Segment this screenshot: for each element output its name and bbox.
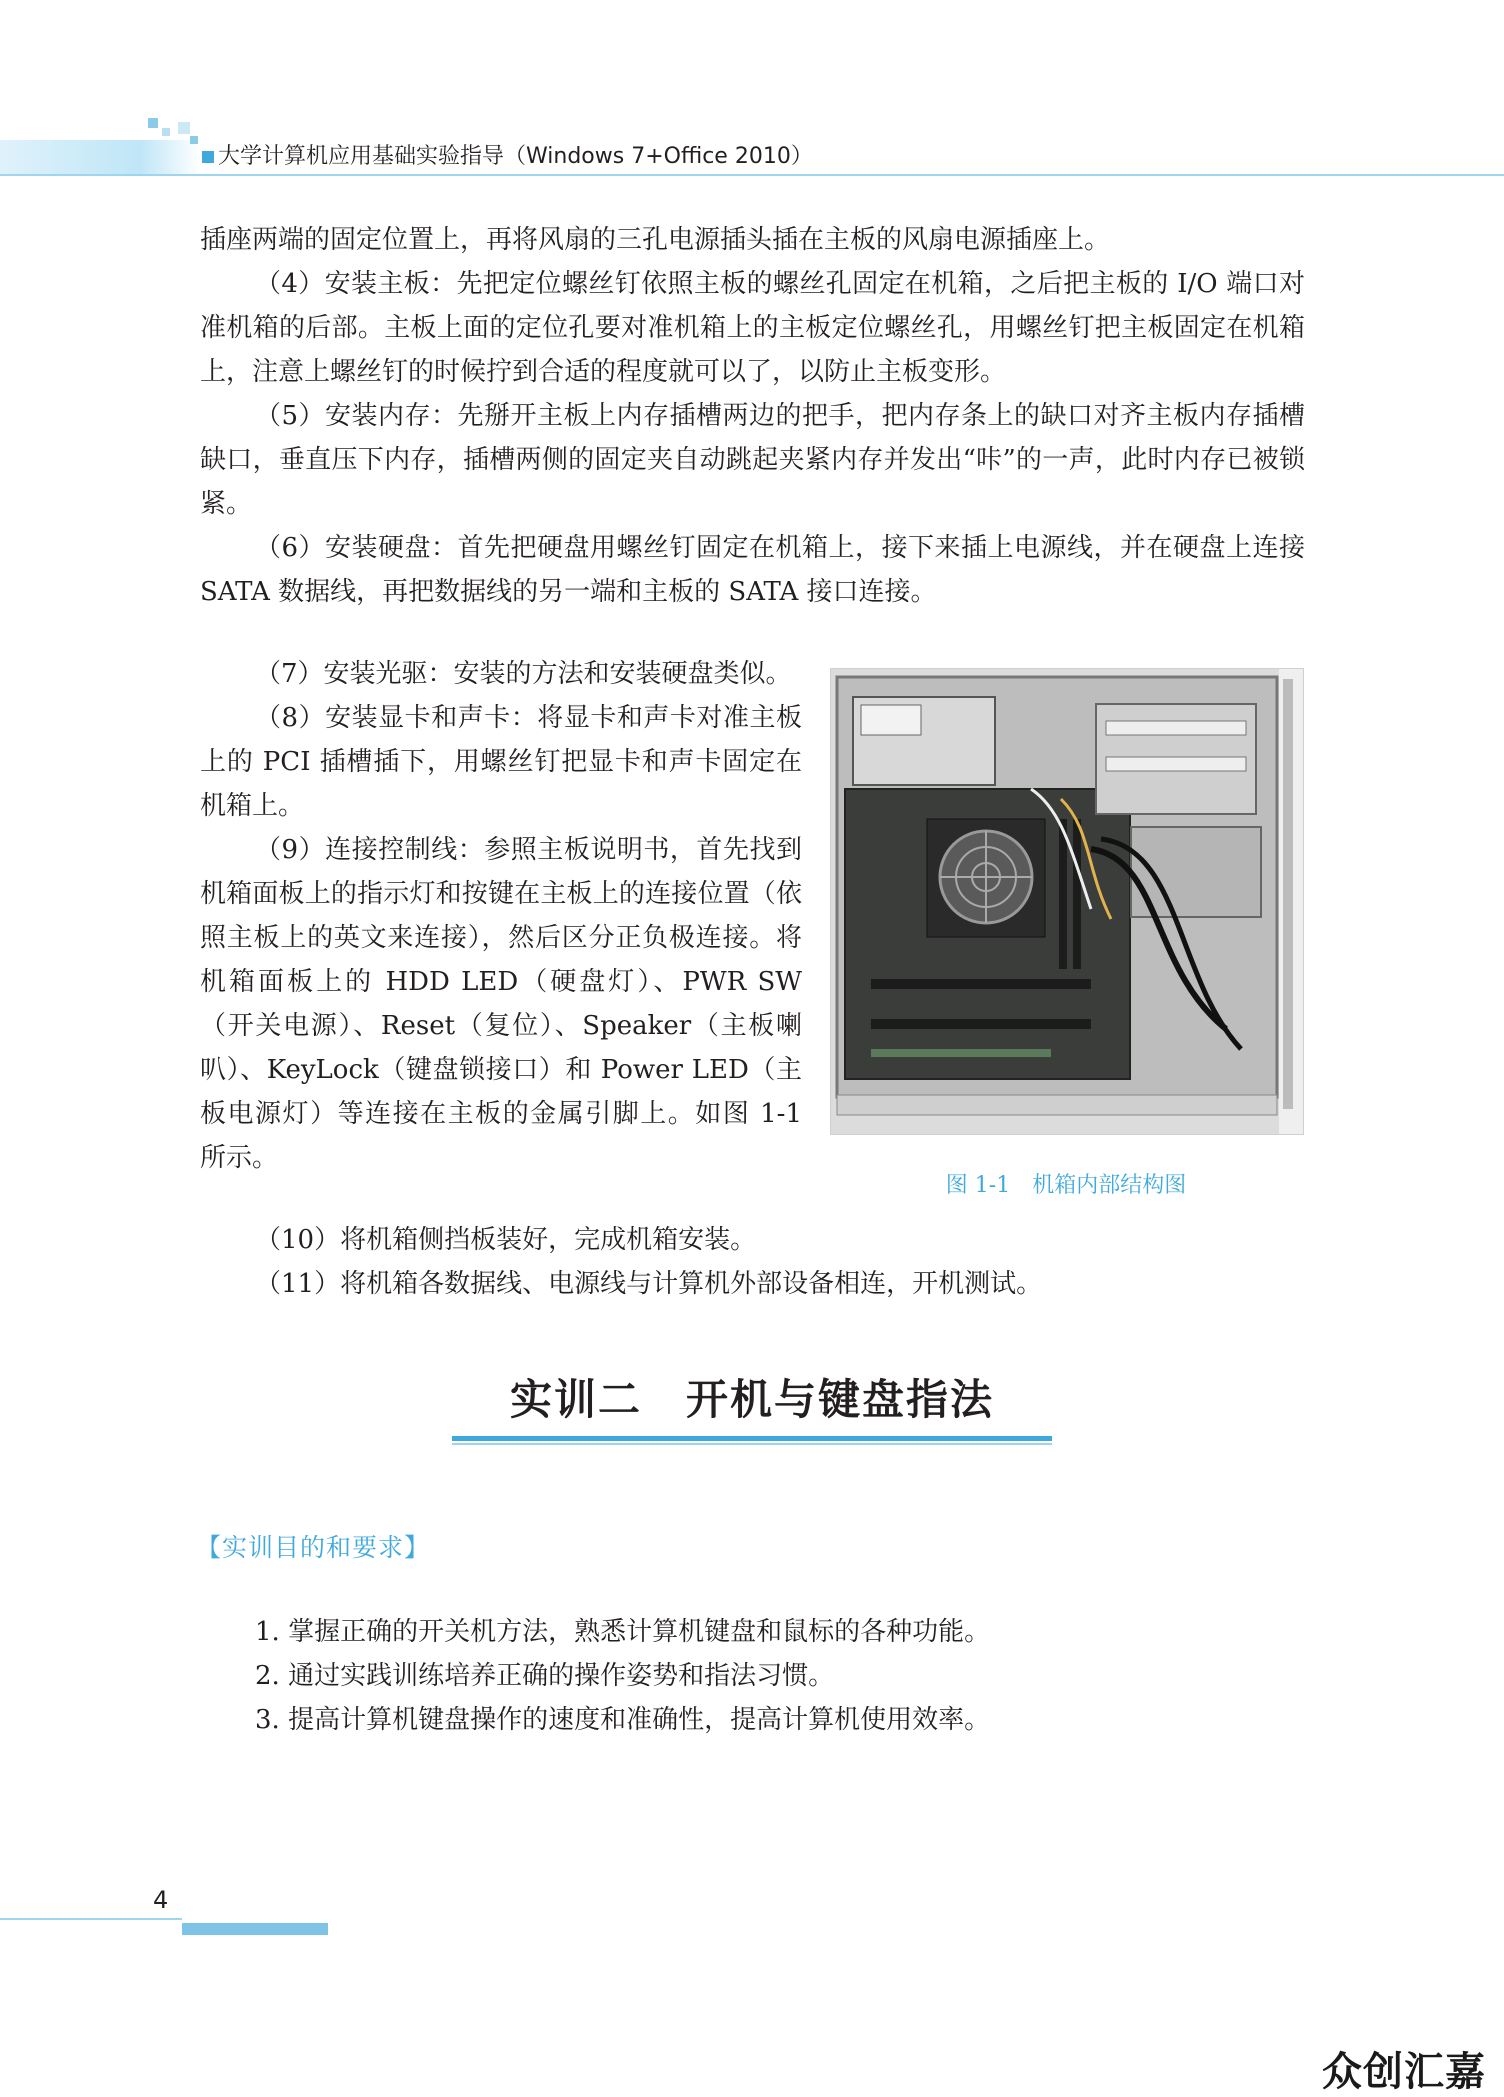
paragraph: （5）安装内存：先掰开主板上内存插槽两边的把手，把内存条上的缺口对齐主板内存插槽缺口，垂直压下内存，插槽两侧的固定夹自动跳起夹紧内存并发出“咔”的一声，此时内存已被锁紧。 <box>200 401 1305 519</box>
section-title-rule <box>452 1436 1052 1441</box>
paragraph: 插座两端的固定位置上，再将风扇的三孔电源插头插在主板的风扇电源插座上。 <box>200 225 1111 255</box>
header-gradient <box>0 140 200 176</box>
paragraph: （7）安装光驱：安装的方法和安装硬盘类似。 <box>255 659 792 689</box>
paragraph: （10）将机箱侧挡板装好，完成机箱安装。 <box>255 1225 757 1255</box>
header-pixel-decoration <box>162 128 170 136</box>
section-title: 实训二 开机与键盘指法 <box>509 1375 994 1424</box>
list-item: 2. 通过实践训练培养正确的操作姿势和指法习惯。 <box>255 1661 835 1691</box>
paragraph: （9）连接控制线：参照主板说明书，首先找到机箱面板上的指示灯和按键在主板上的连接位置（依照主板上的英文来连接），然后区分正负极连接。将机箱面板上的 HDD LED（硬盘灯）、PWR SW（开关电源）、Reset（复位）、Speaker（主板喇叭）、KeyLock（键盘锁接口）和 Power LED（主板电源灯）等连接在主板的金属引脚上。如图 1-1 所示。 <box>200 835 802 1173</box>
running-header-title: 大学计算机应用基础实验指导（Windows 7+Office 2010） <box>218 144 813 169</box>
case-interior-illustration <box>831 669 1303 1134</box>
footer-bar <box>182 1923 328 1935</box>
goal-heading: 【实训目的和要求】 <box>196 1533 431 1562</box>
figure-caption: 图 1-1 机箱内部结构图 <box>945 1173 1187 1198</box>
footer-rule <box>0 1918 182 1920</box>
list-item: 1. 掌握正确的开关机方法，熟悉计算机键盘和鼠标的各种功能。 <box>255 1617 991 1647</box>
paragraph: （11）将机箱各数据线、电源线与计算机外部设备相连，开机测试。 <box>255 1269 1043 1299</box>
page-number: 4 <box>153 1886 169 1914</box>
figure-case-interior-photo <box>830 668 1304 1135</box>
body-text-top <box>200 218 1305 614</box>
paragraph: （4）安装主板：先把定位螺丝钉依照主板的螺丝孔固定在机箱，之后把主板的 I/O 端口对准机箱的后部。主板上面的定位孔要对准机箱上的主板定位螺丝孔，用螺丝钉把主板固定在机箱上，注意上螺丝钉的时候拧到合适的程度就可以了，以防止主板变形。 <box>200 269 1305 387</box>
header-pixel-decoration <box>190 136 198 144</box>
watermark-logo: 众创汇嘉 <box>1322 2049 1486 2095</box>
body-text-bottom <box>200 1218 1305 1306</box>
paragraph: （6）安装硬盘：首先把硬盘用螺丝钉固定在机箱上，接下来插上电源线，并在硬盘上连接 SATA 数据线，再把数据线的另一端和主板的 SATA 接口连接。 <box>200 533 1305 607</box>
goal-list <box>255 1610 990 1742</box>
list-item: 3. 提高计算机键盘操作的速度和准确性，提高计算机使用效率。 <box>255 1705 991 1735</box>
header-pixel-decoration <box>178 122 190 134</box>
header-rule <box>0 174 1504 176</box>
paragraph: （8）安装显卡和声卡：将显卡和声卡对准主板上的 PCI 插槽插下，用螺丝钉把显卡和声卡固定在机箱上。 <box>200 703 802 821</box>
header-pixel-decoration <box>148 118 158 128</box>
section-title-rule-thin <box>452 1443 1052 1445</box>
body-text-wrapped <box>200 652 802 1180</box>
header-square-icon <box>202 151 214 163</box>
